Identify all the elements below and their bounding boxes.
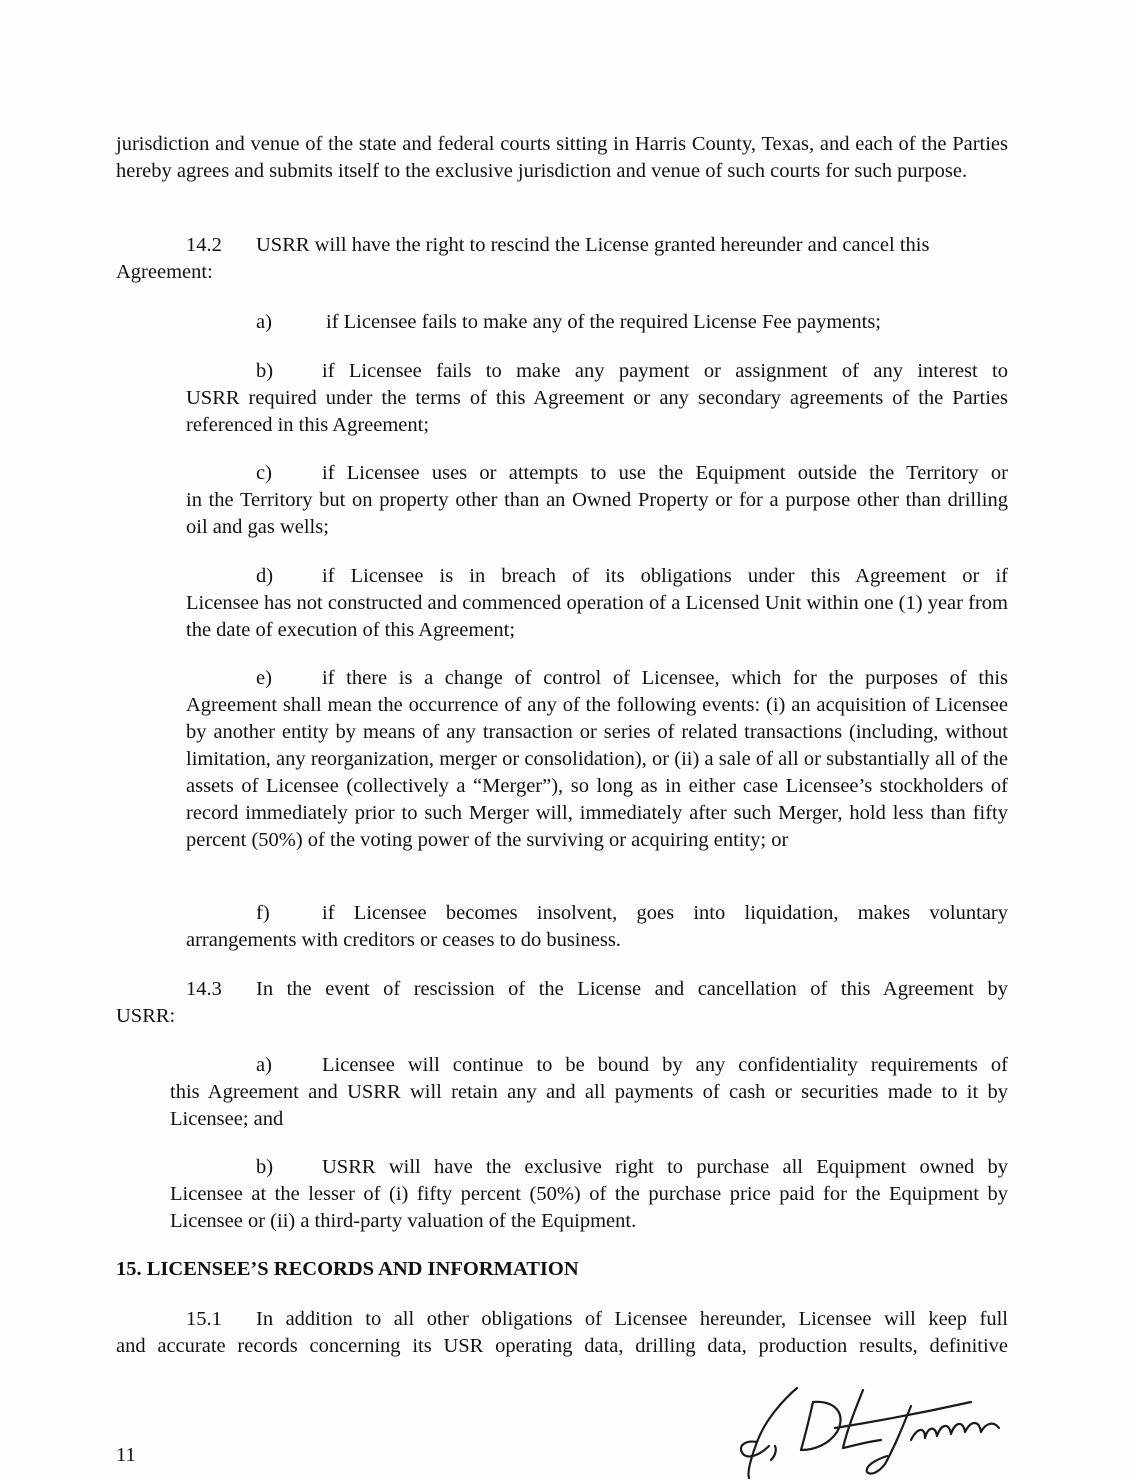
page-number: 11 <box>116 1444 136 1466</box>
list-item-f-14-2 <box>186 900 1008 954</box>
item-text: if Licensee is in breach of its obligations under this Agreement or if <box>322 565 1008 587</box>
section-15-1-first-line <box>116 1306 1008 1333</box>
item-text: if Licensee becomes insolvent, goes into liquidation, makes voluntary <box>322 902 1008 924</box>
section-14-2-continuation: Agreement: <box>116 261 213 283</box>
section-number: 14.2 <box>186 234 222 256</box>
item-label: a) <box>256 311 272 333</box>
item-continuation: this Agreement and USRR will retain any and all payments of cash or securities made to it by Licensee; and <box>170 1081 1008 1130</box>
section-14-2 <box>116 232 1008 286</box>
section-number: 14.3 <box>186 978 222 1000</box>
item-continuation: Licensee has not constructed and commenced operation of a Licensed Unit within one (1) year from the date of execution of this Agreement; <box>186 592 1008 641</box>
item-continuation: USRR required under the terms of this Agreement or any secondary agreements of the Parties referenced in this Agreement; <box>186 387 1008 436</box>
item-text: Licensee will continue to be bound by any confidentiality requirements of <box>322 1054 1008 1076</box>
section-text: In the event of rescission of the License and cancellation of this Agreement by <box>256 978 1008 1000</box>
item-continuation: Agreement shall mean the occurrence of any of the following events: (i) an acquisition of Licensee by another entity by means of any transaction or series of related transactions (including, without limitation, any reorganization, merger or consolidation), or (ii) a sale of all or substantially all of the assets of Licensee (collectively a “Merger”), so long as in either case Licensee’s stockholders of record immediately prior to such Merger will, immediately after such Merger, hold less than fifty percent (50%) of the voting power of the surviving or acquiring entity; or <box>186 694 1008 851</box>
signature-initials <box>735 1380 1035 1480</box>
item-continuation: in the Territory but on property other than an Owned Property or for a purpose other than drilling oil and gas wells; <box>186 489 1008 538</box>
item-label: f) <box>256 902 270 924</box>
section-15-1 <box>116 1306 1008 1360</box>
list-item-e-14-2 <box>186 665 1008 854</box>
item-continuation: Licensee at the lesser of (i) fifty percent (50%) of the purchase price paid for the Equipment by Licensee or (ii) a third-party valuation of the Equipment. <box>170 1183 1008 1232</box>
item-first-line <box>186 563 1008 590</box>
section-15-heading: 15. LICENSEE’S RECORDS AND INFORMATION <box>116 1258 579 1280</box>
item-first-line <box>170 1154 1008 1181</box>
section-14-2-first-line <box>116 232 1008 259</box>
section-text: USRR will have the right to rescind the License granted hereunder and cancel this <box>256 234 930 256</box>
item-text: if Licensee fails to make any payment or assignment of any interest to <box>322 360 1008 382</box>
paragraph-jurisdiction: jurisdiction and venue of the state and federal courts sitting in Harris County, Texas, and each of the Parties hereby agrees and submits itself to the exclusive jurisdiction and venue of such courts for such purpose. <box>116 133 1008 182</box>
item-first-line <box>186 460 1008 487</box>
section-14-3 <box>116 976 1008 1030</box>
item-first-line <box>170 1052 1008 1079</box>
list-item-d-14-2 <box>186 563 1008 644</box>
item-text: if there is a change of control of Licensee, which for the purposes of this <box>322 667 1008 689</box>
item-label: c) <box>256 462 272 484</box>
list-item-a-14-2 <box>186 309 1008 336</box>
item-continuation: arrangements with creditors or ceases to do business. <box>186 929 621 951</box>
item-first-line <box>186 358 1008 385</box>
section-text: In addition to all other obligations of Licensee hereunder, Licensee will keep full <box>256 1308 1008 1330</box>
list-item-b-14-2 <box>186 358 1008 439</box>
section-14-3-first-line <box>116 976 1008 1003</box>
section-15-1-continuation: and accurate records concerning its USR operating data, drilling data, production results, definitive <box>116 1335 1008 1357</box>
item-text: if Licensee uses or attempts to use the Equipment outside the Territory or <box>322 462 1008 484</box>
item-label: e) <box>256 667 272 689</box>
item-label: a) <box>256 1054 272 1076</box>
item-text: if Licensee fails to make any of the required License Fee payments; <box>326 311 881 333</box>
list-item-c-14-2 <box>186 460 1008 541</box>
section-14-3-continuation: USRR: <box>116 1005 176 1027</box>
item-first-line <box>186 900 1008 927</box>
item-first-line <box>186 665 1008 692</box>
item-label: d) <box>256 565 274 587</box>
list-item-a-14-3 <box>170 1052 1008 1133</box>
section-number: 15.1 <box>186 1308 222 1330</box>
item-label: b) <box>256 1156 274 1178</box>
item-text: USRR will have the exclusive right to purchase all Equipment owned by <box>322 1156 1008 1178</box>
item-label: b) <box>256 360 274 382</box>
list-item-b-14-3 <box>170 1154 1008 1235</box>
